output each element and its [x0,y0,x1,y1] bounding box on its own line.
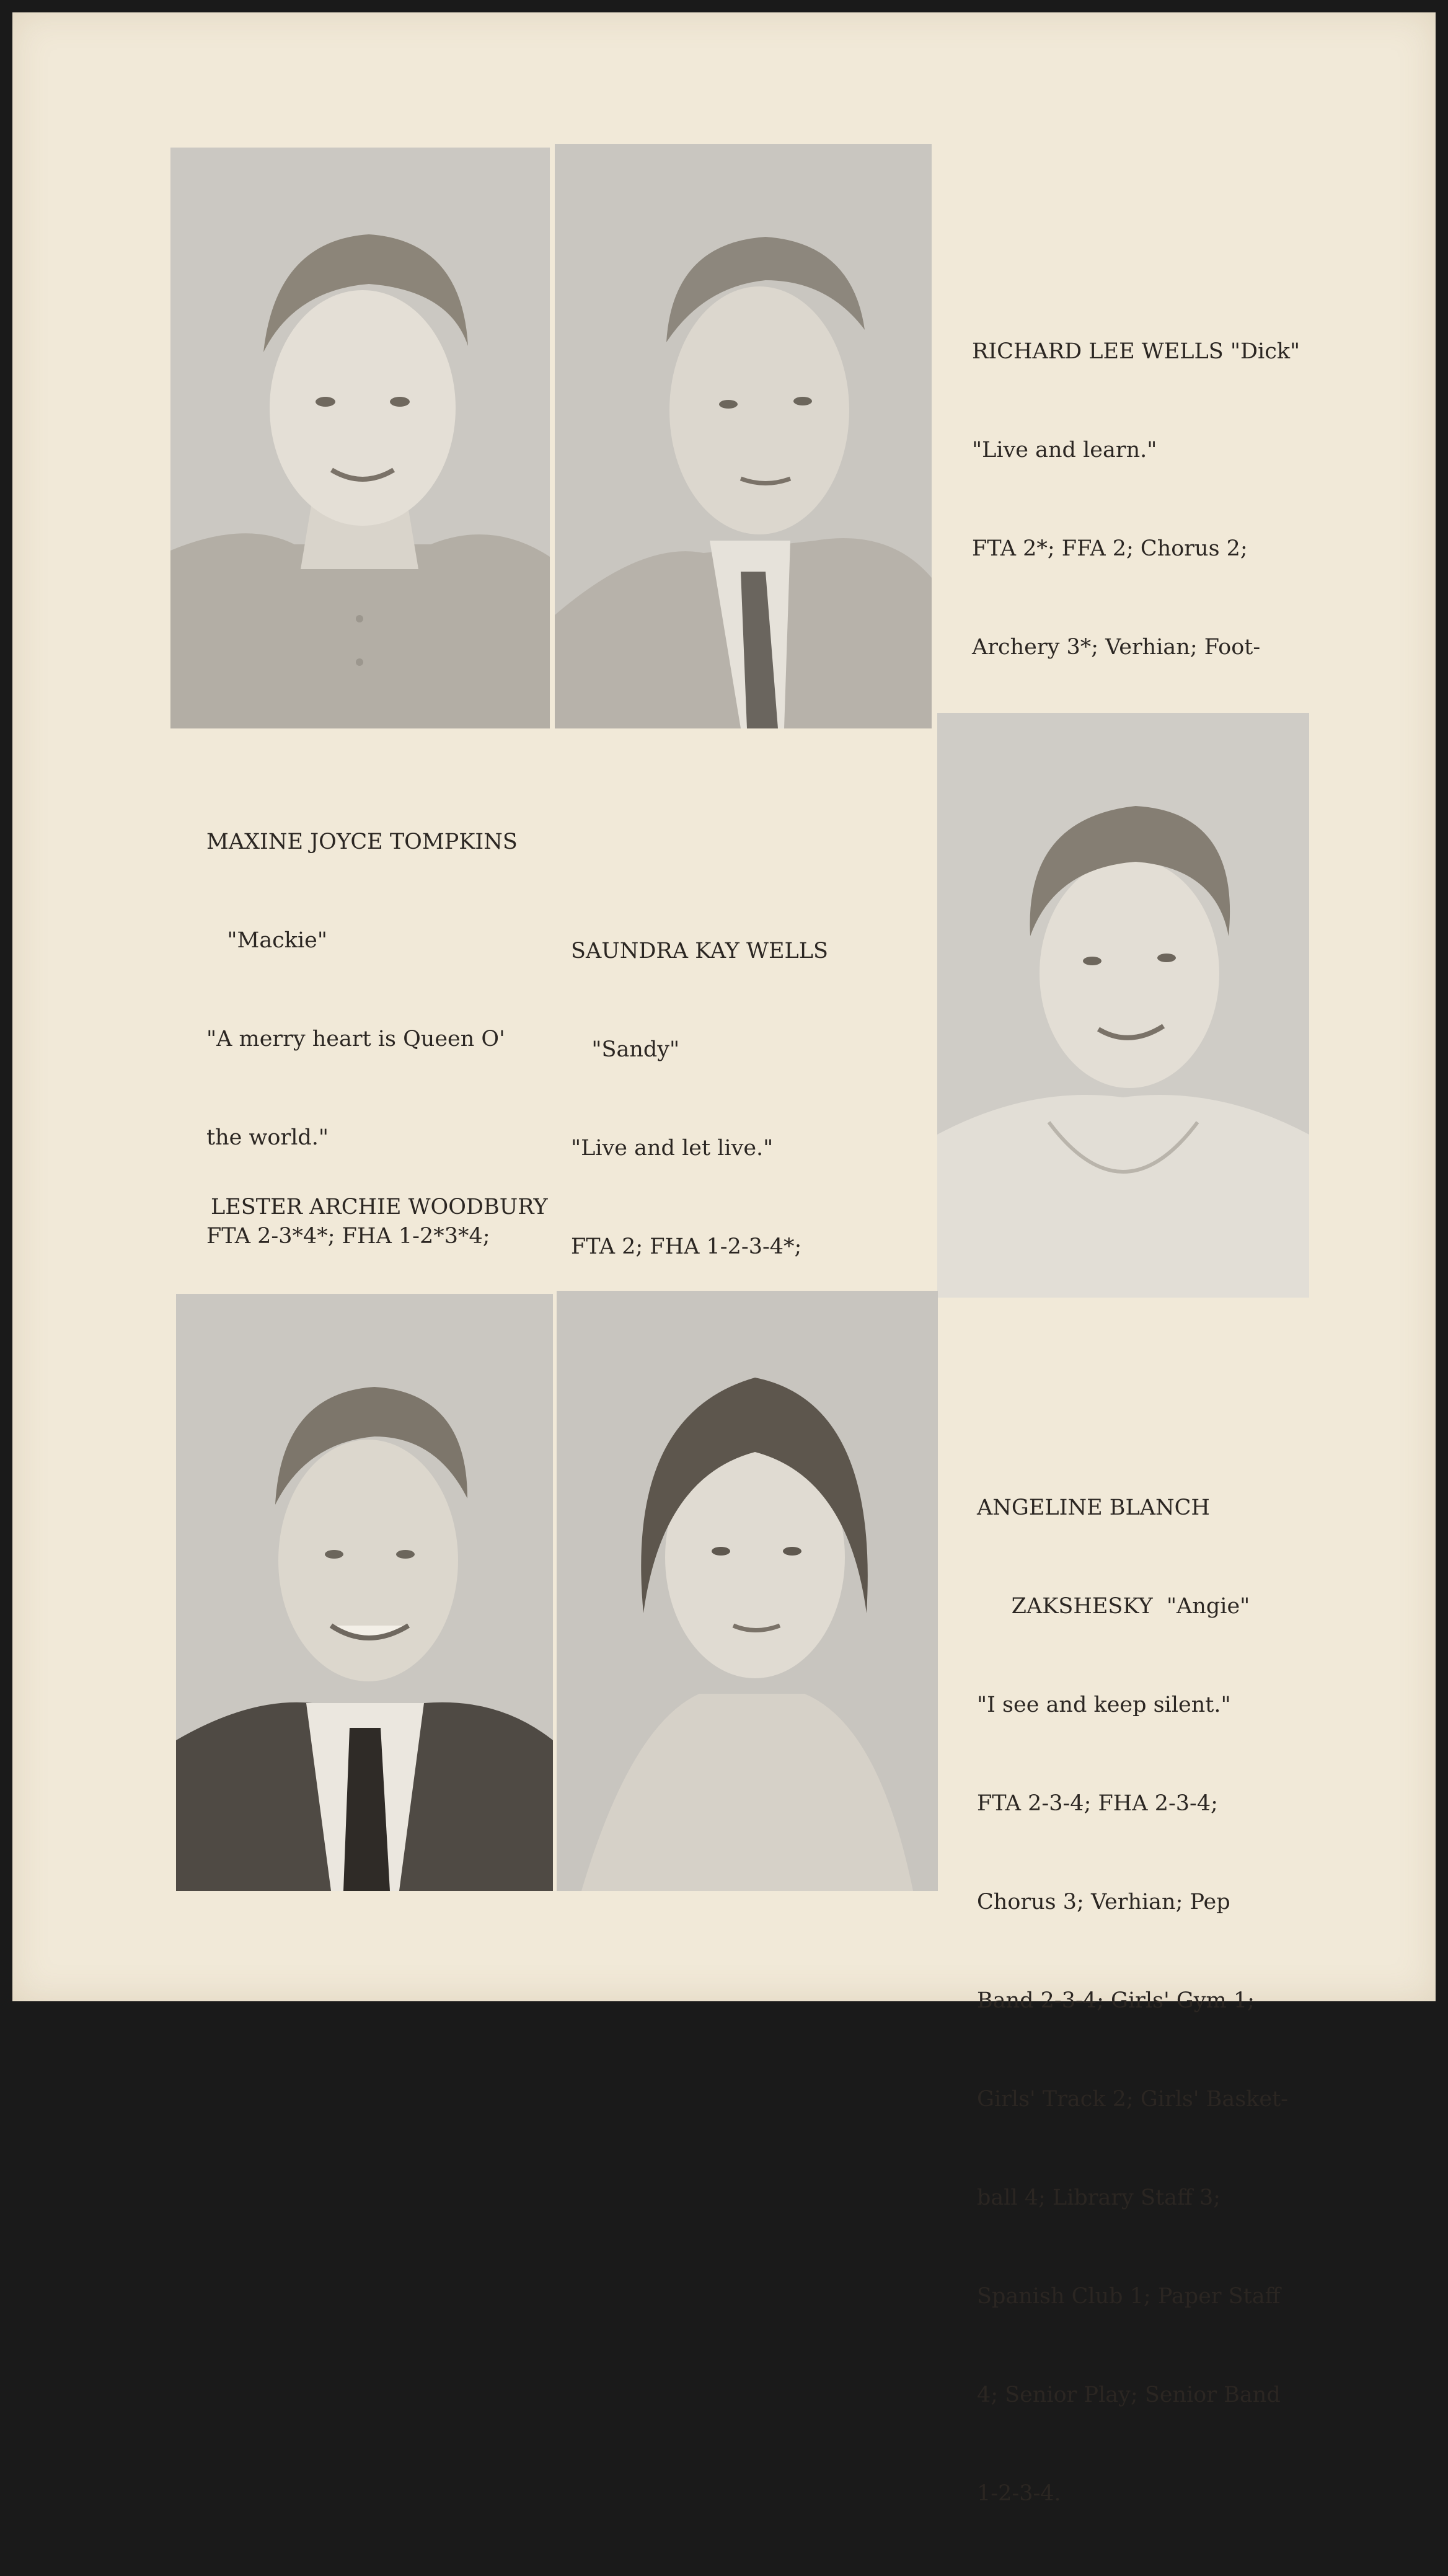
photo-richard-wells [555,144,932,728]
student-name: RICHARD LEE WELLS "Dick" [972,339,1300,364]
student-name: ZAKSHESKY "Angie" [977,1594,1250,1619]
activities-line: FTA 2*; FFA 2; Chorus 2; [972,536,1248,561]
caption-angeline-zakshesky [977,1426,1288,2576]
activities-line: Chorus 3; Verhian; Pep [977,1890,1230,1914]
activities-line: Spanish Club 1; Paper Staff [977,2284,1281,2309]
nickname: "Mackie" [206,928,327,953]
student-name: ANGELINE BLANCH [977,1495,1210,1520]
male-portrait-icon [555,144,932,728]
motto: "I see and keep silent." [977,1693,1231,1717]
activities-line: FTA 2-3-4; FHA 2-3-4; [977,1791,1218,1816]
female-portrait-icon [937,713,1309,1298]
activities-line: ball 4; Library Staff 3; [977,2185,1221,2210]
activities-line: FTA 2-3*4*; FHA 1-2*3*4; [206,1224,490,1249]
yearbook-page [12,12,1436,2506]
motto: "Live and learn." [972,438,1157,463]
activities-line: 4; Senior Play; Senior Band [977,2383,1281,2407]
photo-maxine-tompkins [170,148,550,728]
nickname: "Sandy" [571,1037,680,1062]
motto: the world." [206,1125,329,1150]
male-portrait-icon [176,1294,553,1891]
student-name: MAXINE JOYCE TOMPKINS [206,830,518,854]
motto: "Live and let live." [571,1136,774,1161]
activities-line: Girls' Track 2; Girls' Basket- [977,2087,1288,2112]
activities-line: 1-2-3-4. [977,2481,1061,2506]
student-name: SAUNDRA KAY WELLS [571,939,828,963]
motto: "A merry heart is Queen O' [206,1027,505,1051]
activities-line: FTA 2; FHA 1-2-3-4*; [571,1234,802,1259]
photo-saundra-wells [937,713,1309,1298]
female-portrait-icon [557,1291,938,1891]
photo-angeline-zakshesky [557,1291,938,1891]
female-portrait-icon [170,148,550,728]
activities-line: Archery 3*; Verhian; Foot- [972,635,1261,660]
photo-lester-woodbury [176,1294,553,1891]
activities-line: Band 2-3-4; Girls' Gym 1; [977,1988,1255,2013]
student-name: LESTER ARCHIE WOODBURY [211,1195,548,1219]
